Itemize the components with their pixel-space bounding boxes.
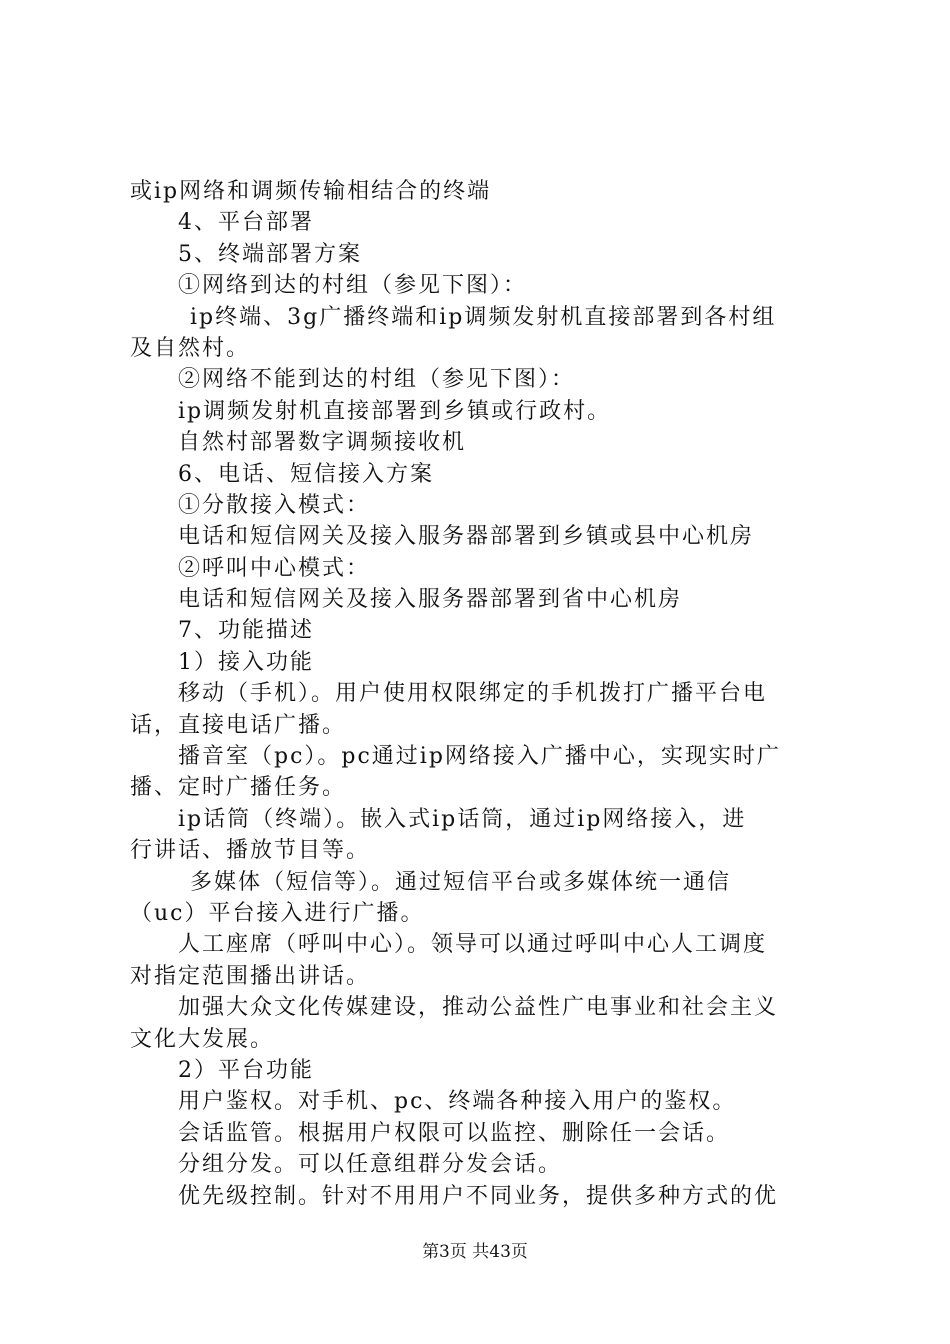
text-line: 移动（手机）。用户使用权限绑定的手机拨打广播平台电 — [178, 681, 768, 707]
section-heading: 5、终端部署方案 — [178, 241, 362, 267]
text-line: 播、定时广播任务。 — [130, 775, 347, 801]
text-line: 会话监管。根据用户权限可以监控、删除任一会话。 — [178, 1120, 731, 1146]
text-line: 文化大发展。 — [130, 1026, 275, 1052]
text-line: 人工座席（呼叫中心）。领导可以通过呼叫中心人工调度 — [178, 932, 768, 958]
section-heading: 6、电话、短信接入方案 — [178, 461, 434, 487]
text-line: 行讲话、播放节目等。 — [130, 838, 371, 864]
text-line: 分组分发。可以任意组群分发会话。 — [178, 1152, 563, 1178]
text-line: 及自然村。 — [130, 335, 251, 361]
text-line: 对指定范围播出讲话。 — [130, 963, 371, 989]
text-line: 加强大众文化传媒建设，推动公益性广电事业和社会主义 — [178, 995, 779, 1021]
subsection-heading: 2）平台功能 — [178, 1057, 314, 1083]
text-line: 话，直接电话广播。 — [130, 712, 347, 738]
section-heading: 4、平台部署 — [178, 210, 314, 236]
text-line: 电话和短信网关及接入服务器部署到省中心机房 — [178, 587, 683, 613]
text-line: ip话筒（终端）。嵌入式ip话筒，通过ip网络接入，进 — [178, 806, 747, 832]
text-line: ①网络到达的村组（参见下图）： — [178, 273, 528, 299]
text-line: （uc）平台接入进行广播。 — [130, 900, 425, 926]
text-line: 用户鉴权。对手机、pc、终端各种接入用户的鉴权。 — [178, 1089, 737, 1115]
text-line: 多媒体（短信等）。通过短信平台或多媒体统一通信 — [190, 869, 732, 895]
text-line: ②呼叫中心模式： — [178, 555, 371, 581]
text-line: 播音室（pc）。pc通过ip网络接入广播中心，实现实时广 — [178, 744, 781, 770]
page-footer: 第3页 共43页 — [422, 1242, 528, 1262]
text-line: ip终端、3g广播终端和ip调频发射机直接部署到各村组 — [190, 304, 777, 330]
subsection-heading: 1）接入功能 — [178, 649, 314, 675]
text-line: ①分散接入模式： — [178, 492, 371, 518]
section-heading: 7、功能描述 — [178, 618, 314, 644]
text-line: 优先级控制。针对不用用户不同业务，提供多种方式的优 — [178, 1183, 779, 1209]
text-line: 电话和短信网关及接入服务器部署到乡镇或县中心机房 — [178, 524, 755, 550]
text-line: ②网络不能到达的村组（参见下图）： — [178, 367, 576, 393]
text-line: ip调频发射机直接部署到乡镇或行政村。 — [178, 398, 612, 424]
text-line: 自然村部署数字调频接收机 — [178, 430, 467, 456]
body-text — [130, 176, 830, 1212]
text-line: 或ip网络和调频传输相结合的终端 — [130, 179, 492, 204]
